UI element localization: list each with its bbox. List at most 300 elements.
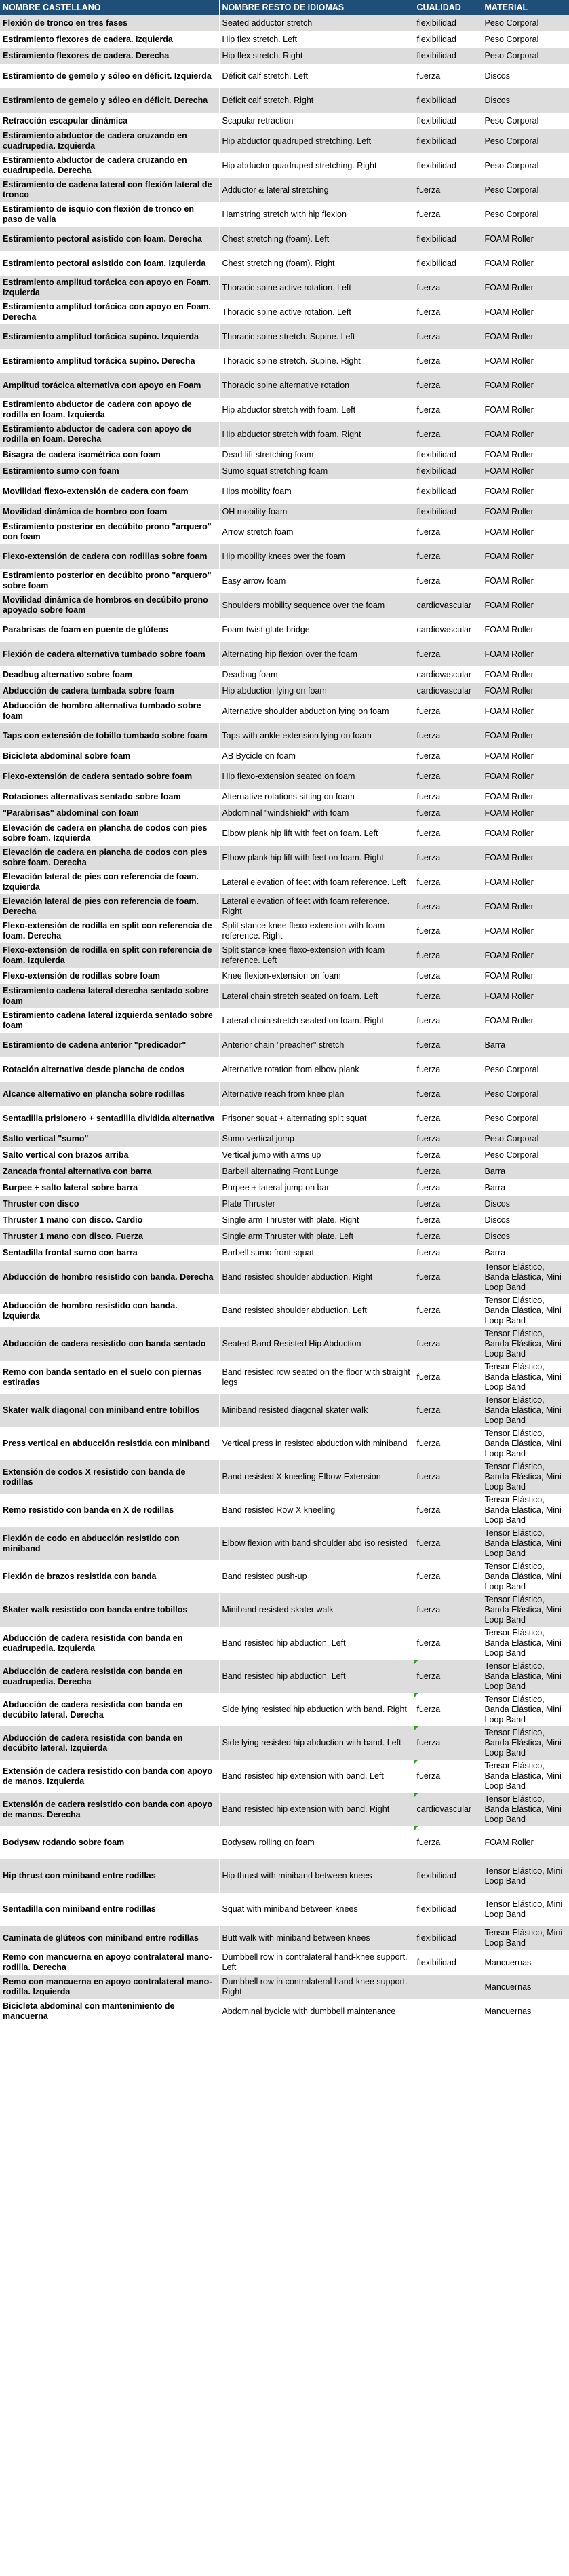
nombre-resto-idiomas-cell: Elbow plank hip lift with feet on foam. Right	[219, 846, 414, 870]
nombre-resto-idiomas-cell: Lateral chain stretch seated on foam. Left	[219, 984, 414, 1008]
table-row	[0, 1294, 569, 1327]
material-cell: FOAM Roller	[482, 642, 569, 666]
material-cell: Tensor Elástico, Banda Elástica, Mini Loop Band	[482, 1294, 569, 1327]
nombre-resto-idiomas-cell: Seated adductor stretch	[219, 15, 414, 31]
table-row	[0, 593, 569, 618]
nombre-resto-idiomas-cell: Sumo squat stretching foam	[219, 463, 414, 479]
cualidad-cell: fuerza	[414, 1106, 482, 1131]
nombre-resto-idiomas-cell: Hips mobility foam	[219, 479, 414, 504]
cualidad-cell: fuerza	[414, 1726, 482, 1760]
table-row	[0, 300, 569, 324]
material-cell: Peso Corporal	[482, 31, 569, 48]
nombre-resto-idiomas-cell: Lateral chain stretch seated on foam. Right	[219, 1008, 414, 1033]
material-cell: FOAM Roller	[482, 968, 569, 984]
material-cell: FOAM Roller	[482, 373, 569, 398]
nombre-castellano-cell: Estiramiento amplitud torácica con apoyo en Foam. Derecha	[0, 300, 219, 324]
cualidad-cell	[414, 1999, 482, 2024]
cualidad-cell: fuerza	[414, 846, 482, 870]
material-cell: FOAM Roller	[482, 984, 569, 1008]
table-row	[0, 463, 569, 479]
cualidad-cell: fuerza	[414, 178, 482, 202]
material-cell: Tensor Elástico, Banda Elástica, Mini Loop Band	[482, 1793, 569, 1826]
header-nombre-resto-idiomas: NOMBRE RESTO DE IDIOMAS	[219, 0, 414, 15]
nombre-resto-idiomas-cell: Miniband resisted diagonal skater walk	[219, 1394, 414, 1427]
material-cell: FOAM Roller	[482, 943, 569, 968]
nombre-castellano-cell: Estiramiento cadena lateral izquierda sentado sobre foam	[0, 1008, 219, 1033]
nombre-resto-idiomas-cell: Lateral elevation of feet with foam reference. Left	[219, 870, 414, 894]
nombre-resto-idiomas-cell: Butt walk with miniband between knees	[219, 1926, 414, 1950]
nombre-resto-idiomas-cell: Taps with ankle extension lying on foam	[219, 723, 414, 748]
header-cualidad: CUALIDAD	[414, 0, 482, 15]
table-row	[0, 1893, 569, 1926]
nombre-castellano-cell: Thruster 1 mano con disco. Fuerza	[0, 1228, 219, 1245]
table-row	[0, 88, 569, 113]
cualidad-cell: fuerza	[414, 1082, 482, 1106]
nombre-resto-idiomas-cell: Knee flexion-extension on foam	[219, 968, 414, 984]
nombre-resto-idiomas-cell: Alternative rotations sitting on foam	[219, 789, 414, 805]
table-row	[0, 398, 569, 422]
cualidad-cell: flexibilidad	[414, 1859, 482, 1893]
nombre-resto-idiomas-cell: Thoracic spine active rotation. Left	[219, 276, 414, 300]
table-row	[0, 569, 569, 593]
table-row	[0, 422, 569, 447]
nombre-resto-idiomas-cell: Hip abductor stretch with foam. Right	[219, 422, 414, 447]
nombre-castellano-cell: Retracción escapular dinámica	[0, 113, 219, 129]
material-cell: FOAM Roller	[482, 821, 569, 846]
table-row	[0, 1593, 569, 1627]
cualidad-cell: fuerza	[414, 805, 482, 821]
nombre-resto-idiomas-cell: Scapular retraction	[219, 113, 414, 129]
nombre-castellano-cell: Movilidad dinámica de hombro con foam	[0, 504, 219, 520]
nombre-castellano-cell: Abducción de cadera tumbada sobre foam	[0, 683, 219, 699]
material-cell: Discos	[482, 1196, 569, 1212]
table-body	[0, 15, 569, 2024]
cualidad-cell: fuerza	[414, 422, 482, 447]
nombre-resto-idiomas-cell: Elbow plank hip lift with feet on foam. Left	[219, 821, 414, 846]
nombre-resto-idiomas-cell: Thoracic spine stretch. Supine. Right	[219, 349, 414, 373]
table-row	[0, 178, 569, 202]
nombre-castellano-cell: Abducción de hombro alternativa tumbado sobre foam	[0, 699, 219, 723]
table-row	[0, 1726, 569, 1760]
cualidad-cell: fuerza	[414, 789, 482, 805]
material-cell: Tensor Elástico, Banda Elástica, Mini Loop Band	[482, 1693, 569, 1726]
nombre-castellano-cell: Remo con mancuerna en apoyo contralateral mano-rodilla. Derecha	[0, 1950, 219, 1975]
table-row	[0, 1527, 569, 1560]
nombre-resto-idiomas-cell: Single arm Thruster with plate. Right	[219, 1212, 414, 1228]
nombre-castellano-cell: Flexo-extensión de cadera sentado sobre foam	[0, 764, 219, 789]
cualidad-cell: cardiovascular	[414, 1793, 482, 1826]
nombre-resto-idiomas-cell: Chest stretching (foam). Left	[219, 227, 414, 251]
material-cell: FOAM Roller	[482, 479, 569, 504]
table-row	[0, 789, 569, 805]
nombre-castellano-cell: Salto vertical "sumo"	[0, 1131, 219, 1147]
nombre-resto-idiomas-cell: Chest stretching (foam). Right	[219, 251, 414, 276]
nombre-resto-idiomas-cell: Vertical press in resisted abduction with miniband	[219, 1427, 414, 1460]
table-row	[0, 153, 569, 178]
nombre-resto-idiomas-cell: OH mobility foam	[219, 504, 414, 520]
nombre-castellano-cell: Estiramiento de gemelo y sóleo en déficit. Izquierda	[0, 64, 219, 88]
material-cell: FOAM Roller	[482, 764, 569, 789]
material-cell: Discos	[482, 64, 569, 88]
material-cell: Tensor Elástico, Banda Elástica, Mini Loop Band	[482, 1460, 569, 1494]
nombre-resto-idiomas-cell: Side lying resisted hip abduction with band. Left	[219, 1726, 414, 1760]
material-cell: Mancuernas	[482, 1950, 569, 1975]
nombre-resto-idiomas-cell: Déficit calf stretch. Right	[219, 88, 414, 113]
table-row	[0, 805, 569, 821]
cualidad-cell: fuerza	[414, 821, 482, 846]
cualidad-cell: flexibilidad	[414, 88, 482, 113]
nombre-resto-idiomas-cell: Alternative rotation from elbow plank	[219, 1057, 414, 1082]
cualidad-cell: fuerza	[414, 1327, 482, 1361]
nombre-resto-idiomas-cell: Abdominal "windshield" with foam	[219, 805, 414, 821]
nombre-resto-idiomas-cell: Elbow flexion with band shoulder abd iso resisted	[219, 1527, 414, 1560]
cualidad-cell: flexibilidad	[414, 251, 482, 276]
nombre-castellano-cell: Skater walk resistido con banda entre tobillos	[0, 1593, 219, 1627]
table-row	[0, 202, 569, 227]
cualidad-cell: fuerza	[414, 748, 482, 764]
table-row	[0, 968, 569, 984]
material-cell: Tensor Elástico, Banda Elástica, Mini Loop Band	[482, 1593, 569, 1627]
nombre-castellano-cell: Estiramiento sumo con foam	[0, 463, 219, 479]
cualidad-cell: cardiovascular	[414, 618, 482, 642]
material-cell: FOAM Roller	[482, 463, 569, 479]
nombre-castellano-cell: Bisagra de cadera isométrica con foam	[0, 447, 219, 463]
cualidad-cell: fuerza	[414, 1560, 482, 1593]
material-cell: FOAM Roller	[482, 227, 569, 251]
nombre-castellano-cell: Remo con banda sentado en el suelo con piernas estiradas	[0, 1361, 219, 1394]
material-cell: FOAM Roller	[482, 748, 569, 764]
material-cell: FOAM Roller	[482, 520, 569, 544]
nombre-castellano-cell: Rotación alternativa desde plancha de codos	[0, 1057, 219, 1082]
cualidad-cell: fuerza	[414, 699, 482, 723]
cualidad-cell: fuerza	[414, 1527, 482, 1560]
material-cell: FOAM Roller	[482, 1008, 569, 1033]
nombre-castellano-cell: Flexo-extensión de cadera con rodillas sobre foam	[0, 544, 219, 569]
table-row	[0, 1327, 569, 1361]
material-cell: Tensor Elástico, Banda Elástica, Mini Loop Band	[482, 1760, 569, 1793]
material-cell: FOAM Roller	[482, 300, 569, 324]
cualidad-cell: fuerza	[414, 202, 482, 227]
material-cell: Peso Corporal	[482, 153, 569, 178]
table-row	[0, 1926, 569, 1950]
table-row	[0, 1163, 569, 1179]
nombre-resto-idiomas-cell: Hip flex stretch. Right	[219, 48, 414, 64]
nombre-resto-idiomas-cell: Sumo vertical jump	[219, 1131, 414, 1147]
cualidad-cell: fuerza	[414, 324, 482, 349]
cualidad-cell: fuerza	[414, 64, 482, 88]
nombre-castellano-cell: Remo resistido con banda en X de rodillas	[0, 1494, 219, 1527]
nombre-resto-idiomas-cell: Band resisted row seated on the floor with straight legs	[219, 1361, 414, 1394]
nombre-resto-idiomas-cell: Side lying resisted hip abduction with band. Right	[219, 1693, 414, 1726]
table-row	[0, 1427, 569, 1460]
cualidad-cell: fuerza	[414, 943, 482, 968]
table-row	[0, 1460, 569, 1494]
material-cell: Tensor Elástico, Mini Loop Band	[482, 1926, 569, 1950]
table-row	[0, 894, 569, 919]
cualidad-cell: flexibilidad	[414, 447, 482, 463]
table-row	[0, 1033, 569, 1057]
material-cell: Mancuernas	[482, 1975, 569, 1999]
nombre-castellano-cell: Flexión de cadera alternativa tumbado sobre foam	[0, 642, 219, 666]
table-row	[0, 31, 569, 48]
table-row	[0, 1245, 569, 1261]
nombre-castellano-cell: Taps con extensión de tobillo tumbado sobre foam	[0, 723, 219, 748]
material-cell: Tensor Elástico, Banda Elástica, Mini Loop Band	[482, 1327, 569, 1361]
material-cell: Peso Corporal	[482, 1131, 569, 1147]
material-cell: Peso Corporal	[482, 113, 569, 129]
nombre-castellano-cell: Estiramiento posterior en decúbito prono "arquero" sobre foam	[0, 569, 219, 593]
nombre-resto-idiomas-cell: Dumbbell row in contralateral hand-knee support. Left	[219, 1950, 414, 1975]
table-row	[0, 1147, 569, 1163]
material-cell: Tensor Elástico, Banda Elástica, Mini Loop Band	[482, 1726, 569, 1760]
nombre-resto-idiomas-cell: Dead lift stretching foam	[219, 447, 414, 463]
nombre-resto-idiomas-cell: Thoracic spine active rotation. Left	[219, 300, 414, 324]
table-row	[0, 870, 569, 894]
nombre-castellano-cell: Estiramiento amplitud torácica supino. Izquierda	[0, 324, 219, 349]
table-row	[0, 748, 569, 764]
material-cell: Tensor Elástico, Banda Elástica, Mini Loop Band	[482, 1627, 569, 1660]
nombre-resto-idiomas-cell: Hip abduction lying on foam	[219, 683, 414, 699]
nombre-castellano-cell: Extensión de codos X resistido con banda de rodillas	[0, 1460, 219, 1494]
table-row	[0, 1179, 569, 1196]
cualidad-cell: cardiovascular	[414, 683, 482, 699]
nombre-resto-idiomas-cell: Band resisted shoulder abduction. Left	[219, 1294, 414, 1327]
material-cell: Peso Corporal	[482, 178, 569, 202]
table-row	[0, 1131, 569, 1147]
cualidad-cell: flexibilidad	[414, 48, 482, 64]
table-row	[0, 1760, 569, 1793]
nombre-castellano-cell: Thruster 1 mano con disco. Cardio	[0, 1212, 219, 1228]
nombre-resto-idiomas-cell: Adductor & lateral stretching	[219, 178, 414, 202]
cualidad-cell: fuerza	[414, 1057, 482, 1082]
cualidad-cell: fuerza	[414, 1361, 482, 1394]
nombre-resto-idiomas-cell: Hip flex stretch. Left	[219, 31, 414, 48]
nombre-resto-idiomas-cell: Hip abductor quadruped stretching. Left	[219, 129, 414, 153]
nombre-castellano-cell: Flexo-extensión de rodilla en split con referencia de foam. Derecha	[0, 919, 219, 943]
material-cell: FOAM Roller	[482, 683, 569, 699]
cualidad-cell: fuerza	[414, 764, 482, 789]
cualidad-cell: flexibilidad	[414, 1926, 482, 1950]
nombre-castellano-cell: Sentadilla frontal sumo con barra	[0, 1245, 219, 1261]
material-cell: FOAM Roller	[482, 251, 569, 276]
material-cell: FOAM Roller	[482, 870, 569, 894]
nombre-castellano-cell: Salto vertical con brazos arriba	[0, 1147, 219, 1163]
nombre-castellano-cell: Amplitud torácica alternativa con apoyo en Foam	[0, 373, 219, 398]
nombre-castellano-cell: Estiramiento de isquio con flexión de tronco en paso de valla	[0, 202, 219, 227]
nombre-resto-idiomas-cell: Hip mobility knees over the foam	[219, 544, 414, 569]
cualidad-cell: fuerza	[414, 1593, 482, 1627]
nombre-castellano-cell: Bicicleta abdominal con mantenimiento de mancuerna	[0, 1999, 219, 2024]
nombre-castellano-cell: Abducción de cadera resistida con banda en cuadrupedia. Derecha	[0, 1660, 219, 1693]
nombre-resto-idiomas-cell: Deadbug foam	[219, 666, 414, 683]
table-row	[0, 64, 569, 88]
nombre-castellano-cell: Estiramiento abductor de cadera con apoyo de rodilla en foam. Izquierda	[0, 398, 219, 422]
cualidad-cell: flexibilidad	[414, 463, 482, 479]
material-cell: FOAM Roller	[482, 919, 569, 943]
cualidad-cell: fuerza	[414, 894, 482, 919]
cualidad-cell: fuerza	[414, 1660, 482, 1693]
table-row	[0, 1660, 569, 1693]
material-cell: Tensor Elástico, Banda Elástica, Mini Loop Band	[482, 1527, 569, 1560]
nombre-resto-idiomas-cell: Alternative shoulder abduction lying on foam	[219, 699, 414, 723]
material-cell: FOAM Roller	[482, 723, 569, 748]
nombre-resto-idiomas-cell: Vertical jump with arms up	[219, 1147, 414, 1163]
nombre-castellano-cell: Hip thrust con miniband entre rodillas	[0, 1859, 219, 1893]
table-row	[0, 1975, 569, 1999]
table-row	[0, 1494, 569, 1527]
table-row	[0, 1793, 569, 1826]
cualidad-cell: cardiovascular	[414, 593, 482, 618]
nombre-castellano-cell: Sentadilla con miniband entre rodillas	[0, 1893, 219, 1926]
table-row	[0, 1999, 569, 2024]
table-row	[0, 15, 569, 31]
material-cell: Peso Corporal	[482, 202, 569, 227]
nombre-resto-idiomas-cell: Abdominal bycicle with dumbbell maintenance	[219, 1999, 414, 2024]
nombre-castellano-cell: Remo con mancuerna en apoyo contralateral mano-rodilla. Izquierda	[0, 1975, 219, 1999]
nombre-castellano-cell: Flexo-extensión de rodillas sobre foam	[0, 968, 219, 984]
nombre-resto-idiomas-cell: Hip thrust with miniband between knees	[219, 1859, 414, 1893]
nombre-castellano-cell: Burpee + salto lateral sobre barra	[0, 1179, 219, 1196]
nombre-castellano-cell: Movilidad dinámica de hombros en decúbito prono apoyado sobre foam	[0, 593, 219, 618]
material-cell: FOAM Roller	[482, 846, 569, 870]
material-cell: FOAM Roller	[482, 666, 569, 683]
nombre-castellano-cell: Estiramiento de cadena anterior "predicador"	[0, 1033, 219, 1057]
cualidad-cell: fuerza	[414, 870, 482, 894]
material-cell: FOAM Roller	[482, 544, 569, 569]
nombre-castellano-cell: Estiramiento flexores de cadera. Izquierda	[0, 31, 219, 48]
nombre-castellano-cell: Rotaciones alternativas sentado sobre foam	[0, 789, 219, 805]
nombre-castellano-cell: Flexo-extensión de rodilla en split con referencia de foam. Izquierda	[0, 943, 219, 968]
material-cell: Barra	[482, 1245, 569, 1261]
table-row	[0, 1859, 569, 1893]
material-cell: FOAM Roller	[482, 699, 569, 723]
nombre-resto-idiomas-cell: AB Bycicle on foam	[219, 748, 414, 764]
cualidad-cell: fuerza	[414, 1147, 482, 1163]
nombre-castellano-cell: Caminata de glúteos con miniband entre rodillas	[0, 1926, 219, 1950]
table-row	[0, 1082, 569, 1106]
cualidad-cell: fuerza	[414, 1427, 482, 1460]
table-row	[0, 919, 569, 943]
nombre-castellano-cell: Elevación lateral de pies con referencia de foam. Izquierda	[0, 870, 219, 894]
material-cell: FOAM Roller	[482, 324, 569, 349]
nombre-castellano-cell: Estiramiento abductor de cadera cruzando en cuadrupedia. Derecha	[0, 153, 219, 178]
table-row	[0, 1261, 569, 1294]
nombre-castellano-cell: Estiramiento posterior en decúbito prono "arquero" con foam	[0, 520, 219, 544]
nombre-castellano-cell: Estiramiento abductor de cadera cruzando en cuadrupedia. Izquierda	[0, 129, 219, 153]
cualidad-cell: fuerza	[414, 1294, 482, 1327]
nombre-resto-idiomas-cell: Band resisted Row X kneeling	[219, 1494, 414, 1527]
table-row	[0, 1826, 569, 1859]
nombre-resto-idiomas-cell: Band resisted push-up	[219, 1560, 414, 1593]
nombre-castellano-cell: Estiramiento de cadena lateral con flexión lateral de tronco	[0, 178, 219, 202]
cualidad-cell: cardiovascular	[414, 666, 482, 683]
material-cell: Peso Corporal	[482, 1057, 569, 1082]
nombre-resto-idiomas-cell: Thoracic spine alternative rotation	[219, 373, 414, 398]
nombre-castellano-cell: Movilidad flexo-extensión de cadera con foam	[0, 479, 219, 504]
cualidad-cell: fuerza	[414, 1163, 482, 1179]
material-cell: Discos	[482, 1212, 569, 1228]
cualidad-cell: fuerza	[414, 984, 482, 1008]
nombre-castellano-cell: Flexión de tronco en tres fases	[0, 15, 219, 31]
cualidad-cell	[414, 1975, 482, 1999]
material-cell: FOAM Roller	[482, 276, 569, 300]
material-cell: FOAM Roller	[482, 805, 569, 821]
table-row	[0, 1361, 569, 1394]
nombre-castellano-cell: Zancada frontal alternativa con barra	[0, 1163, 219, 1179]
table-row	[0, 943, 569, 968]
nombre-resto-idiomas-cell: Split stance knee flexo-extension with foam reference. Right	[219, 919, 414, 943]
material-cell: Mancuernas	[482, 1999, 569, 2024]
nombre-castellano-cell: Abducción de hombro resistido con banda. Derecha	[0, 1261, 219, 1294]
material-cell: Peso Corporal	[482, 1147, 569, 1163]
material-cell: FOAM Roller	[482, 894, 569, 919]
nombre-resto-idiomas-cell: Squat with miniband between knees	[219, 1893, 414, 1926]
nombre-castellano-cell: Alcance alternativo en plancha sobre rodillas	[0, 1082, 219, 1106]
nombre-resto-idiomas-cell: Thoracic spine stretch. Supine. Left	[219, 324, 414, 349]
cualidad-cell: fuerza	[414, 300, 482, 324]
table-row	[0, 129, 569, 153]
nombre-resto-idiomas-cell: Band resisted X kneeling Elbow Extension	[219, 1460, 414, 1494]
nombre-resto-idiomas-cell: Miniband resisted skater walk	[219, 1593, 414, 1627]
cualidad-cell: fuerza	[414, 1693, 482, 1726]
nombre-castellano-cell: Estiramiento de gemelo y sóleo en déficit. Derecha	[0, 88, 219, 113]
cualidad-cell: flexibilidad	[414, 1950, 482, 1975]
cualidad-cell: fuerza	[414, 1212, 482, 1228]
table-row	[0, 984, 569, 1008]
nombre-castellano-cell: Estiramiento pectoral asistido con foam. Derecha	[0, 227, 219, 251]
nombre-resto-idiomas-cell: Foam twist glute bridge	[219, 618, 414, 642]
cualidad-cell: fuerza	[414, 919, 482, 943]
cualidad-cell: flexibilidad	[414, 479, 482, 504]
material-cell: Tensor Elástico, Banda Elástica, Mini Loop Band	[482, 1361, 569, 1394]
material-cell: FOAM Roller	[482, 398, 569, 422]
material-cell: Tensor Elástico, Banda Elástica, Mini Loop Band	[482, 1261, 569, 1294]
nombre-resto-idiomas-cell: Plate Thruster	[219, 1196, 414, 1212]
header-material: MATERIAL	[482, 0, 569, 15]
material-cell: FOAM Roller	[482, 618, 569, 642]
nombre-castellano-cell: Estiramiento cadena lateral derecha sentado sobre foam	[0, 984, 219, 1008]
table-row	[0, 544, 569, 569]
material-cell: FOAM Roller	[482, 789, 569, 805]
material-cell: Peso Corporal	[482, 1082, 569, 1106]
nombre-castellano-cell: Parabrisas de foam en puente de glúteos	[0, 618, 219, 642]
table-row	[0, 699, 569, 723]
material-cell: Discos	[482, 88, 569, 113]
material-cell: Barra	[482, 1179, 569, 1196]
cualidad-cell: fuerza	[414, 1131, 482, 1147]
nombre-castellano-cell: Estiramiento flexores de cadera. Derecha	[0, 48, 219, 64]
nombre-resto-idiomas-cell: Single arm Thruster with plate. Left	[219, 1228, 414, 1245]
cualidad-cell: fuerza	[414, 569, 482, 593]
table-row	[0, 447, 569, 463]
material-cell: Tensor Elástico, Banda Elástica, Mini Loop Band	[482, 1427, 569, 1460]
nombre-castellano-cell: Flexión de brazos resistida con banda	[0, 1560, 219, 1593]
nombre-resto-idiomas-cell: Arrow stretch foam	[219, 520, 414, 544]
nombre-resto-idiomas-cell: Bodysaw rolling on foam	[219, 1826, 414, 1859]
cualidad-cell: flexibilidad	[414, 31, 482, 48]
table-row	[0, 1106, 569, 1131]
nombre-castellano-cell: Elevación lateral de pies con referencia de foam. Derecha	[0, 894, 219, 919]
table-row	[0, 349, 569, 373]
nombre-castellano-cell: Bicicleta abdominal sobre foam	[0, 748, 219, 764]
material-cell: Tensor Elástico, Banda Elástica, Mini Loop Band	[482, 1394, 569, 1427]
cualidad-cell: fuerza	[414, 1245, 482, 1261]
nombre-castellano-cell: Estiramiento amplitud torácica con apoyo en Foam. Izquierda	[0, 276, 219, 300]
nombre-resto-idiomas-cell: Dumbbell row in contralateral hand-knee support. Right	[219, 1975, 414, 1999]
nombre-castellano-cell: Estiramiento abductor de cadera con apoyo de rodilla en foam. Derecha	[0, 422, 219, 447]
table-row	[0, 227, 569, 251]
table-row	[0, 683, 569, 699]
